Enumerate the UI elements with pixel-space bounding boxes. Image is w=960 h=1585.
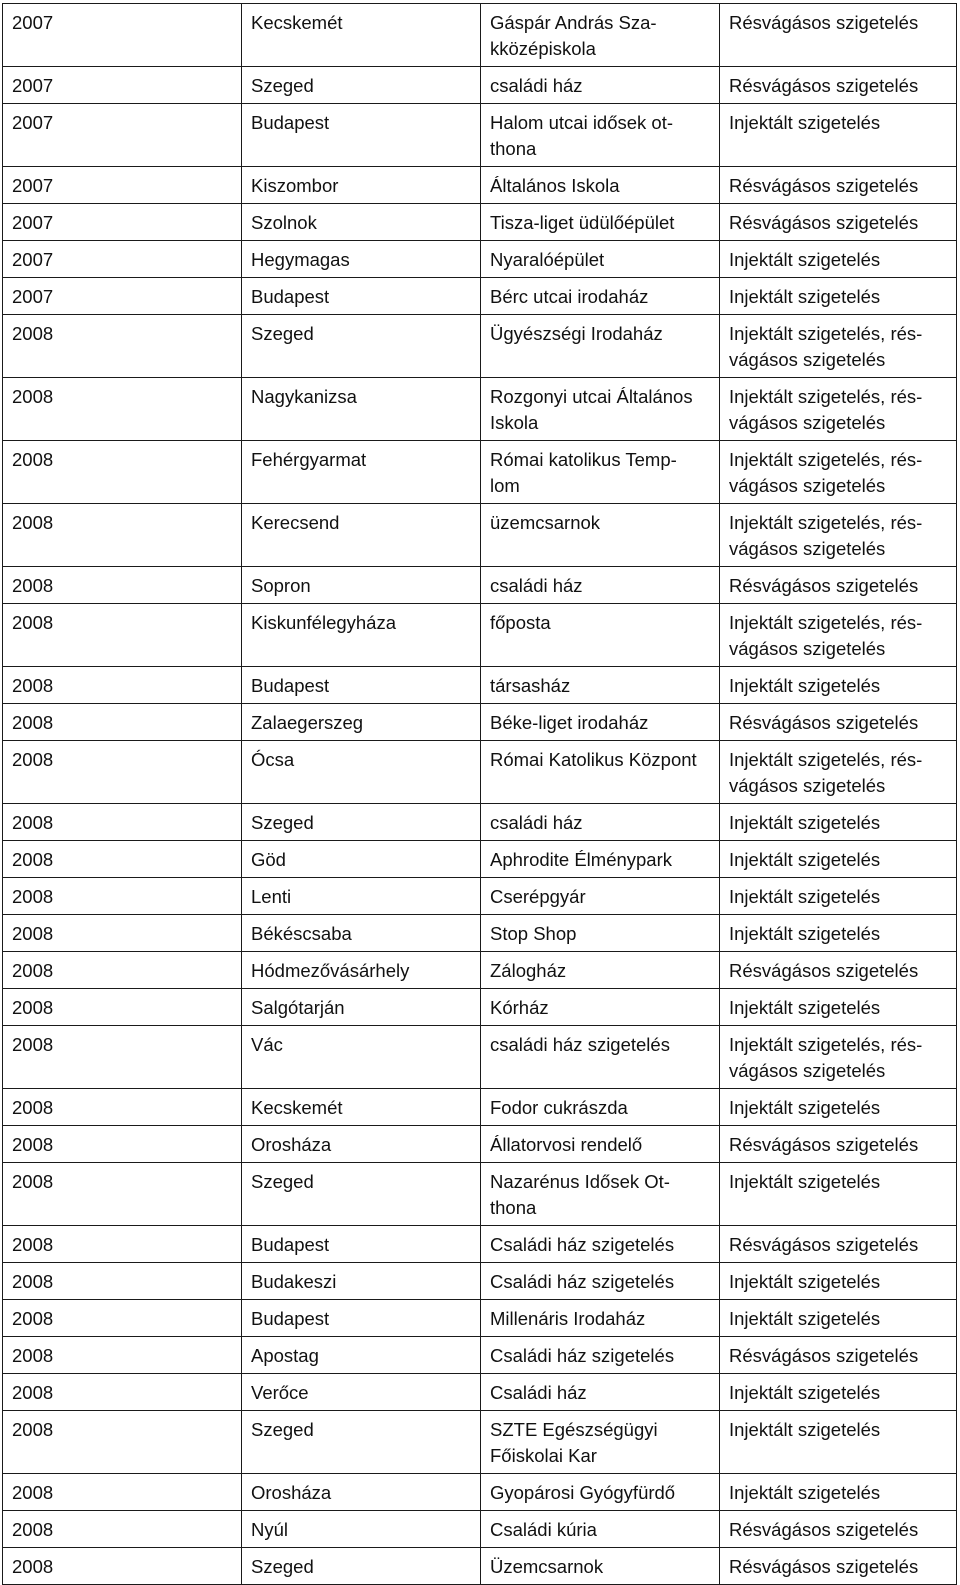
method-cell: Injektált szigetelés — [720, 1300, 957, 1337]
city-cell: Szeged — [242, 67, 481, 104]
method-cell: Injektált szigetelés — [720, 278, 957, 315]
table-row — [3, 1026, 957, 1089]
object-cell: családi ház — [481, 67, 720, 104]
method-cell: Résvágásos szigetelés — [720, 704, 957, 741]
year-cell: 2008 — [3, 1511, 242, 1548]
method-cell: Injektált szigetelés, rés- vágásos szigetelés — [720, 315, 957, 378]
city-cell: Vác — [242, 1026, 481, 1089]
references-table — [2, 3, 957, 1585]
object-cell: Fodor cukrászda — [481, 1089, 720, 1126]
city-cell: Budapest — [242, 1226, 481, 1263]
city-cell: Sopron — [242, 567, 481, 604]
table-row — [3, 241, 957, 278]
year-cell: 2008 — [3, 1548, 242, 1585]
city-cell: Salgótarján — [242, 989, 481, 1026]
object-cell: Családi ház — [481, 1374, 720, 1411]
object-cell: Családi kúria — [481, 1511, 720, 1548]
table-row — [3, 1548, 957, 1585]
object-cell: Családi ház szigetelés — [481, 1263, 720, 1300]
object-cell: Millenáris Irodaház — [481, 1300, 720, 1337]
object-cell: Nyaralóépület — [481, 241, 720, 278]
method-cell: Injektált szigetelés — [720, 1089, 957, 1126]
table-row — [3, 1374, 957, 1411]
city-cell: Szeged — [242, 1548, 481, 1585]
table-row — [3, 1263, 957, 1300]
table-row — [3, 667, 957, 704]
city-cell: Fehérgyarmat — [242, 441, 481, 504]
city-cell: Lenti — [242, 878, 481, 915]
table-row — [3, 67, 957, 104]
object-cell: Zálogház — [481, 952, 720, 989]
method-cell: Injektált szigetelés, rés- vágásos szigetelés — [720, 378, 957, 441]
method-cell: Injektált szigetelés — [720, 915, 957, 952]
object-cell: Római Katolikus Központ — [481, 741, 720, 804]
city-cell: Verőce — [242, 1374, 481, 1411]
method-cell: Injektált szigetelés, rés- vágásos szigetelés — [720, 604, 957, 667]
object-cell: Kórház — [481, 989, 720, 1026]
city-cell: Szolnok — [242, 204, 481, 241]
object-cell: Cserépgyár — [481, 878, 720, 915]
table-row — [3, 1474, 957, 1511]
table-row — [3, 104, 957, 167]
method-cell: Injektált szigetelés, rés- vágásos szigetelés — [720, 504, 957, 567]
year-cell: 2008 — [3, 1026, 242, 1089]
year-cell: 2008 — [3, 878, 242, 915]
year-cell: 2008 — [3, 741, 242, 804]
year-cell: 2007 — [3, 204, 242, 241]
object-cell: Családi ház szigetelés — [481, 1337, 720, 1374]
table-row — [3, 204, 957, 241]
year-cell: 2008 — [3, 1300, 242, 1337]
city-cell: Orosháza — [242, 1126, 481, 1163]
year-cell: 2008 — [3, 315, 242, 378]
method-cell: Injektált szigetelés, rés- vágásos szigetelés — [720, 741, 957, 804]
method-cell: Injektált szigetelés — [720, 104, 957, 167]
city-cell: Kecskemét — [242, 4, 481, 67]
method-cell: Injektált szigetelés — [720, 1474, 957, 1511]
table-row — [3, 1163, 957, 1226]
city-cell: Hegymagas — [242, 241, 481, 278]
method-cell: Résvágásos szigetelés — [720, 67, 957, 104]
object-cell: Családi ház szigetelés — [481, 1226, 720, 1263]
method-cell: Résvágásos szigetelés — [720, 167, 957, 204]
object-cell: üzemcsarnok — [481, 504, 720, 567]
city-cell: Kiskunfélegyháza — [242, 604, 481, 667]
table-row — [3, 378, 957, 441]
year-cell: 2008 — [3, 667, 242, 704]
year-cell: 2008 — [3, 1411, 242, 1474]
method-cell: Injektált szigetelés — [720, 1411, 957, 1474]
year-cell: 2008 — [3, 915, 242, 952]
city-cell: Nagykanizsa — [242, 378, 481, 441]
year-cell: 2008 — [3, 1337, 242, 1374]
city-cell: Kecskemét — [242, 1089, 481, 1126]
city-cell: Budapest — [242, 667, 481, 704]
table-row — [3, 1337, 957, 1374]
table-row — [3, 278, 957, 315]
method-cell: Injektált szigetelés — [720, 667, 957, 704]
table-row — [3, 604, 957, 667]
city-cell: Szeged — [242, 1163, 481, 1226]
year-cell: 2008 — [3, 1374, 242, 1411]
year-cell: 2008 — [3, 378, 242, 441]
year-cell: 2008 — [3, 1126, 242, 1163]
object-cell: Általános Iskola — [481, 167, 720, 204]
year-cell: 2008 — [3, 1163, 242, 1226]
year-cell: 2008 — [3, 952, 242, 989]
table-row — [3, 915, 957, 952]
method-cell: Injektált szigetelés — [720, 841, 957, 878]
object-cell: Ügyészségi Irodaház — [481, 315, 720, 378]
year-cell: 2007 — [3, 67, 242, 104]
object-cell: Üzemcsarnok — [481, 1548, 720, 1585]
references-table-body — [3, 4, 957, 1585]
object-cell: Rozgonyi utcai Általános Iskola — [481, 378, 720, 441]
table-row — [3, 1411, 957, 1474]
year-cell: 2008 — [3, 841, 242, 878]
year-cell: 2007 — [3, 104, 242, 167]
method-cell: Résvágásos szigetelés — [720, 952, 957, 989]
table-row — [3, 567, 957, 604]
city-cell: Orosháza — [242, 1474, 481, 1511]
method-cell: Injektált szigetelés — [720, 989, 957, 1026]
city-cell: Hódmezővásárhely — [242, 952, 481, 989]
table-row — [3, 4, 957, 67]
method-cell: Résvágásos szigetelés — [720, 204, 957, 241]
city-cell: Nyúl — [242, 1511, 481, 1548]
city-cell: Zalaegerszeg — [242, 704, 481, 741]
table-row — [3, 1226, 957, 1263]
method-cell: Résvágásos szigetelés — [720, 1511, 957, 1548]
object-cell: családi ház szigetelés — [481, 1026, 720, 1089]
method-cell: Résvágásos szigetelés — [720, 1126, 957, 1163]
year-cell: 2008 — [3, 604, 242, 667]
object-cell: Aphrodite Élménypark — [481, 841, 720, 878]
city-cell: Budapest — [242, 1300, 481, 1337]
year-cell: 2008 — [3, 1474, 242, 1511]
object-cell: Stop Shop — [481, 915, 720, 952]
year-cell: 2008 — [3, 804, 242, 841]
city-cell: Budapest — [242, 104, 481, 167]
year-cell: 2008 — [3, 704, 242, 741]
method-cell: Résvágásos szigetelés — [720, 567, 957, 604]
year-cell: 2007 — [3, 278, 242, 315]
object-cell: családi ház — [481, 804, 720, 841]
year-cell: 2008 — [3, 1263, 242, 1300]
city-cell: Ócsa — [242, 741, 481, 804]
year-cell: 2008 — [3, 504, 242, 567]
table-row — [3, 878, 957, 915]
year-cell: 2008 — [3, 441, 242, 504]
method-cell: Injektált szigetelés — [720, 241, 957, 278]
table-row — [3, 1511, 957, 1548]
city-cell: Göd — [242, 841, 481, 878]
table-row — [3, 441, 957, 504]
object-cell: Tisza-liget üdülőépület — [481, 204, 720, 241]
city-cell: Apostag — [242, 1337, 481, 1374]
method-cell: Résvágásos szigetelés — [720, 1226, 957, 1263]
year-cell: 2008 — [3, 567, 242, 604]
table-row — [3, 952, 957, 989]
object-cell: Gáspár András Sza- kközépiskola — [481, 4, 720, 67]
method-cell: Injektált szigetelés — [720, 804, 957, 841]
table-row — [3, 704, 957, 741]
table-row — [3, 804, 957, 841]
object-cell: Béke-liget irodaház — [481, 704, 720, 741]
table-row — [3, 1300, 957, 1337]
city-cell: Békéscsaba — [242, 915, 481, 952]
year-cell: 2008 — [3, 1226, 242, 1263]
city-cell: Szeged — [242, 804, 481, 841]
method-cell: Injektált szigetelés — [720, 1263, 957, 1300]
method-cell: Injektált szigetelés — [720, 878, 957, 915]
method-cell: Injektált szigetelés — [720, 1163, 957, 1226]
year-cell: 2007 — [3, 241, 242, 278]
method-cell: Résvágásos szigetelés — [720, 1548, 957, 1585]
table-row — [3, 989, 957, 1026]
object-cell: társasház — [481, 667, 720, 704]
object-cell: Bérc utcai irodaház — [481, 278, 720, 315]
year-cell: 2007 — [3, 4, 242, 67]
object-cell: Nazarénus Idősek Ot- thona — [481, 1163, 720, 1226]
table-row — [3, 315, 957, 378]
object-cell: Római katolikus Temp- lom — [481, 441, 720, 504]
year-cell: 2008 — [3, 1089, 242, 1126]
method-cell: Résvágásos szigetelés — [720, 4, 957, 67]
table-row — [3, 1126, 957, 1163]
object-cell: családi ház — [481, 567, 720, 604]
method-cell: Injektált szigetelés, rés- vágásos szigetelés — [720, 1026, 957, 1089]
city-cell: Budapest — [242, 278, 481, 315]
city-cell: Kerecsend — [242, 504, 481, 567]
object-cell: főposta — [481, 604, 720, 667]
table-row — [3, 741, 957, 804]
table-row — [3, 167, 957, 204]
table-row — [3, 504, 957, 567]
city-cell: Szeged — [242, 1411, 481, 1474]
city-cell: Szeged — [242, 315, 481, 378]
object-cell: Állatorvosi rendelő — [481, 1126, 720, 1163]
method-cell: Résvágásos szigetelés — [720, 1337, 957, 1374]
table-row — [3, 1089, 957, 1126]
year-cell: 2007 — [3, 167, 242, 204]
city-cell: Budakeszi — [242, 1263, 481, 1300]
object-cell: Gyopárosi Gyógyfürdő — [481, 1474, 720, 1511]
year-cell: 2008 — [3, 989, 242, 1026]
object-cell: SZTE Egészségügyi Főiskolai Kar — [481, 1411, 720, 1474]
city-cell: Kiszombor — [242, 167, 481, 204]
method-cell: Injektált szigetelés, rés- vágásos szigetelés — [720, 441, 957, 504]
object-cell: Halom utcai idősek ot- thona — [481, 104, 720, 167]
table-row — [3, 841, 957, 878]
method-cell: Injektált szigetelés — [720, 1374, 957, 1411]
